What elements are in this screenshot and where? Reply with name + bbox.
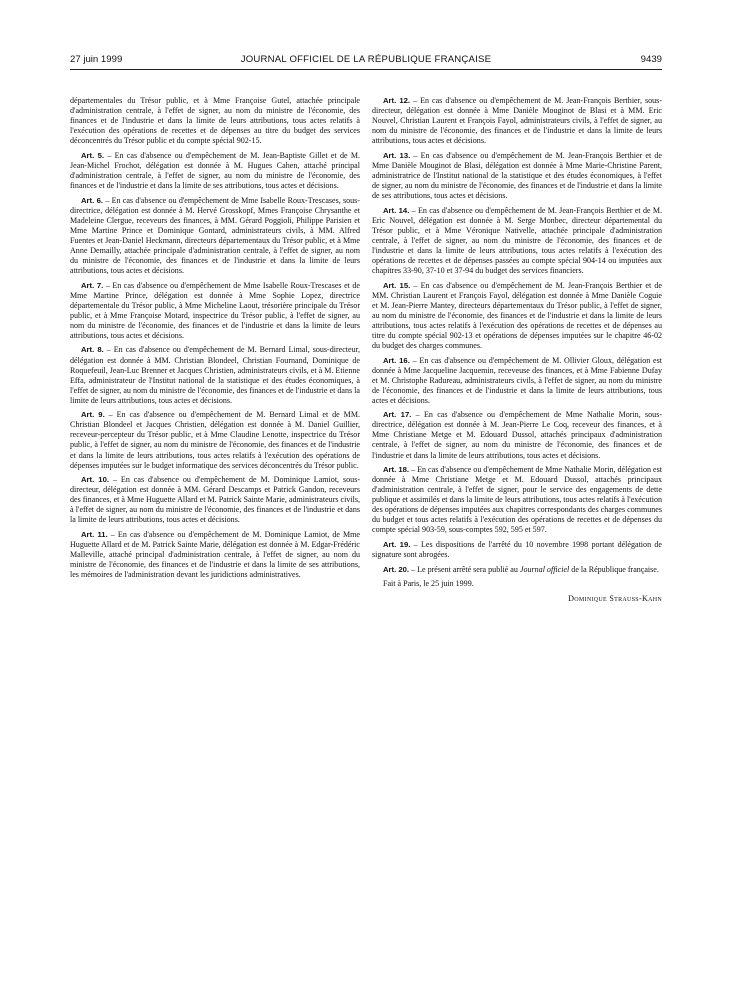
- article-paragraph: [372, 96, 662, 146]
- article-text: – Le présent arrêté sera publié au: [409, 564, 520, 574]
- article-label: Art. 19.: [383, 540, 411, 550]
- header-journal-title: JOURNAL OFFICIEL DE LA RÉPUBLIQUE FRANÇAISE: [240, 54, 492, 65]
- article-text: – En cas d'absence ou d'empêchement de M. Jean-François Berthier et de M. Eric Nouvel, délégation est donnée à M. Serge Monbec, directeur départemental du Trésor public, et à Mme Véronique Nativelle, attachée principale d'administration centrale, à l'effet de signer, au nom du ministre de l'économie, des finances et de l'industrie et dans la limite de leurs attributions, tous actes relatifs à l'exécution des opérations de recettes et de dépenses passées au compte spécial 904-14 ou imputées aux chapitres 33-90, 37-10 et 37-94 du budget des services financiers.: [372, 205, 663, 275]
- article-text: – En cas d'absence ou d'empêchement de M. Jean-Baptiste Gillet et de M. Jean-Michel Frochot, délégation est donnée à M. Hugues Cahen, attaché principal d'administration centrale, à l'effet de signer, au nom du ministre de l'économie, des finances et de l'industrie et dans la limite de ses attributions, tous actes et décisions.: [70, 150, 360, 190]
- article-paragraph: [70, 196, 360, 276]
- article-paragraph: [372, 281, 662, 351]
- article-paragraph: [372, 206, 662, 276]
- article-text: – Les dispositions de l'arrêté du 10 novembre 1998 portant délégation de signature sont abrogées.: [372, 540, 662, 560]
- article-paragraph: [70, 410, 360, 470]
- header-date: 27 juin 1999: [70, 54, 123, 65]
- article-label: Art. 17.: [383, 410, 412, 420]
- header-page-number: 9439: [640, 54, 662, 65]
- article-text: – En cas d'absence ou d'empêchement de Mme Nathalie Morin, délégation est donnée à Mme Christiane Metge et M. Edouard Dussol, attachés principaux d'administration centrale, à l'effet de signer, pour le service des engagements de dette publique et assimilés et dans la limite de leurs attributions, tous actes relatifs à l'exécution des opérations de dépenses imputées aux chapitres correspondants des charges communes du budget et tous actes relatifs à l'exécution des opérations de recettes et de dépenses du compte spécial 903-59, sous-comptes 592, 595 et 597.: [372, 465, 663, 535]
- article-label: Art. 20.: [383, 564, 410, 574]
- article-label: Art. 7.: [81, 280, 104, 290]
- article-paragraph: [372, 151, 662, 201]
- signature: Dominique Strauss-Kahn: [568, 594, 662, 604]
- page-header: [70, 54, 662, 68]
- article-label: Art. 6.: [81, 195, 104, 205]
- intro-paragraph: départementales du Trésor public, et à Mme Françoise Gutel, attachée principale d'administration centrale, à l'effet de signer, au nom du ministre de l'économie, des finances et de l'industrie et dans la limite de leurs attributions, tous actes relatifs à l'exécution des opérations de recettes et de dépenses au titre du budget des services déconcentrés du Trésor public et du compte spécial 902-15.: [70, 96, 360, 146]
- article-text: – En cas d'absence ou d'empêchement de Mme Isabelle Roux-Trescases et de Mme Martine Prince, délégation est donnée à Mme Sophie Lopez, directrice départementale du Trésor public, à Mme Micheline Laout, trésorière principale du Trésor public, et à Mme Françoise Motard, inspectrice du Trésor public, à l'effet de signer, au nom du ministre de l'économie, des finances et de l'industrie et dans la limite de leurs attributions, tous actes et décisions.: [70, 280, 360, 340]
- article-paragraph: [70, 345, 360, 405]
- article-label: Art. 14.: [383, 205, 410, 215]
- article-paragraph: [372, 540, 662, 560]
- article-text: – En cas d'absence ou d'empêchement de M. Jean-François Berthier et de Mme Danièle Mouginot de Blasi, délégation est donnée à Mme Marie-Christine Parent, administratrice de l'Institut national de la statistique et des études économiques, à l'effet de signer, au nom du ministre de l'économie, des finances et de l'industrie et dans la limite de ses attributions, tous actes et décisions.: [372, 150, 662, 201]
- article-paragraph: [372, 410, 662, 460]
- article-label: Art. 9.: [81, 410, 105, 420]
- closing-line: Fait à Paris, le 25 juin 1999.: [383, 579, 474, 589]
- article-text: – En cas d'absence ou d'empêchement de M. Dominique Lamiot, de Mme Huguette Allard et de M. Patrick Sainte Marie, délégation est donnée à M. Edgar-Frédéric Malleville, attaché principal d'administration centrale, à l'effet de signer, au nom du ministre de l'économie, des finances et de l'industrie et dans la limite de ses attributions, les mémoires de l'administration devant les juridictions administratives.: [70, 530, 360, 580]
- article-paragraph: [372, 356, 662, 406]
- article-label: Art. 16.: [383, 355, 410, 365]
- article-text: – En cas d'absence ou d'empêchement de M. Jean-François Berthier, sous-directeur, délégation est donnée à Mme Danièle Mouginot de Blasi et à MM. Eric Nouvel, Christian Laurent et François Fayol, administrateurs civils, à l'effet de signer, au nom du ministre de l'économie, des finances et de l'industrie et dans la limite de leurs attributions, tous actes et décisions.: [372, 96, 662, 146]
- article-label: Art. 10.: [81, 475, 109, 485]
- article-label: Art. 13.: [383, 150, 411, 160]
- article-text: – En cas d'absence ou d'empêchement de M. Bernard Limal, sous-directeur, délégation est donnée à MM. Christian Blondeel, Christian Fournand, Dominique de Roquefeuil, Jean-Luc Brenner et Jacques Christien, administrateurs civils, et à M. Etienne Effa, administrateur de l'Institut national de la statistique et des études économiques, à l'effet de signer, au nom du ministre de l'économie, des finances et de l'industrie et dans la limite de leurs attributions, tous actes et décisions.: [70, 345, 360, 405]
- article-text: – En cas d'absence ou d'empêchement de M. Ollivier Gloux, délégation est donnée à Mme Jacqueline Jacquemin, receveuse des finances, et à Mme Fabienne Dufay et M. Christophe Radureau, administrateurs civils, à l'effet de signer, au nom du ministre de l'économie, des finances et de l'industrie et dans la limite de leurs attributions, tous actes et décisions.: [372, 355, 662, 405]
- left-column: [70, 96, 360, 585]
- article-text: de la République française.: [569, 564, 659, 574]
- article-label: Art. 15.: [383, 280, 411, 290]
- article-text: – En cas d'absence ou d'empêchement de M. Jean-François Berthier et de MM. Christian Laurent et François Fayol, délégation est donnée à Mme Danièle Coguie et M. Jean-Pierre Mantey, directeurs départementaux du Trésor public, à l'effet de signer, au nom du ministre de l'économie, des finances et de l'industrie et dans la limite de leurs attributions, tous actes relatifs à l'exécution des opérations de recettes et de dépenses au titre du compte spécial 902-13 et opérations de dépenses imputées sur le chapitre 46-02 du budget des charges communes.: [372, 280, 662, 350]
- article-paragraph: [70, 151, 360, 191]
- article-label: Art. 12.: [383, 96, 411, 105]
- article-text: – En cas d'absence ou d'empêchement de Mme Isabelle Roux-Trescases, sous-directrice, délégation est donnée à M. Hervé Grosskopf, Mmes Françoise Chrysanthe et Madeleine Clergue, receveurs des finances, à MM. Gérard Poggioli, Philippe Parisien et Mme Martine Prince et Dominique Gontard, administrateurs civils, à MM. Alfred Fuentes et Jean-Daniel Heckmann, directeurs départementaux du Trésor public, et à Mme Anne Demailly, attachée principale d'administration centrale, à l'effet de signer, au nom du ministre de l'économie, des finances et de l'industrie et dans la limite de leurs attributions, tous actes et décisions.: [70, 195, 360, 275]
- article-text: – En cas d'absence ou d'empêchement de M. Bernard Limal et de MM. Christian Blondeel et Jacques Christien, délégation est donnée à M. Daniel Guillier, receveur-percepteur du Trésor public, et à Mme Claudine Lenotte, inspectrice du Trésor public, à l'effet de signer, au nom du ministre de l'économie, des finances et de l'industrie et dans la limite de leurs attributions, tous actes relatifs à l'exécution des opérations de dépenses imputées sur le budget informatique des services déconcentrés du Trésor public.: [70, 410, 360, 470]
- article-label: Art. 8.: [81, 345, 104, 355]
- article-paragraph: [372, 565, 662, 575]
- article-text: – En cas d'absence ou d'empêchement de Mme Nathalie Morin, sous-directrice, délégation est donnée à M. Jean-Pierre Le Coq, receveur des finances, et à Mme Christiane Metge et M. Edouard Dussol, attachés principaux d'administration centrale, à l'effet de signer, au nom du ministre de l'économie, des finances et de l'industrie et dans la limite de leurs attributions, tous actes et décisions.: [372, 410, 663, 460]
- article-paragraph: [372, 465, 662, 535]
- article-label: Art. 5.: [81, 150, 105, 160]
- article-paragraph: [70, 530, 360, 580]
- article-paragraph: [70, 281, 360, 341]
- article-text: – En cas d'absence ou d'empêchement de M. Dominique Lamiot, sous-directeur, délégation est donnée à MM. Gérard Descamps et Patrick Gandon, receveurs des finances, et à Mme Huguette Allard et M. Patrick Sainte Marie, administrateurs civils, à l'effet de signer, au nom du ministre de l'économie, des finances et de l'industrie et dans la limite de leurs attributions, tous actes et décisions.: [70, 475, 361, 525]
- right-column: [372, 96, 662, 605]
- header-rule: [70, 69, 662, 70]
- article-paragraph: [70, 475, 360, 525]
- article-label: Art. 18.: [383, 465, 410, 475]
- journal-officiel-emphasis: Journal officiel: [519, 564, 570, 574]
- article-label: Art. 11.: [81, 530, 108, 540]
